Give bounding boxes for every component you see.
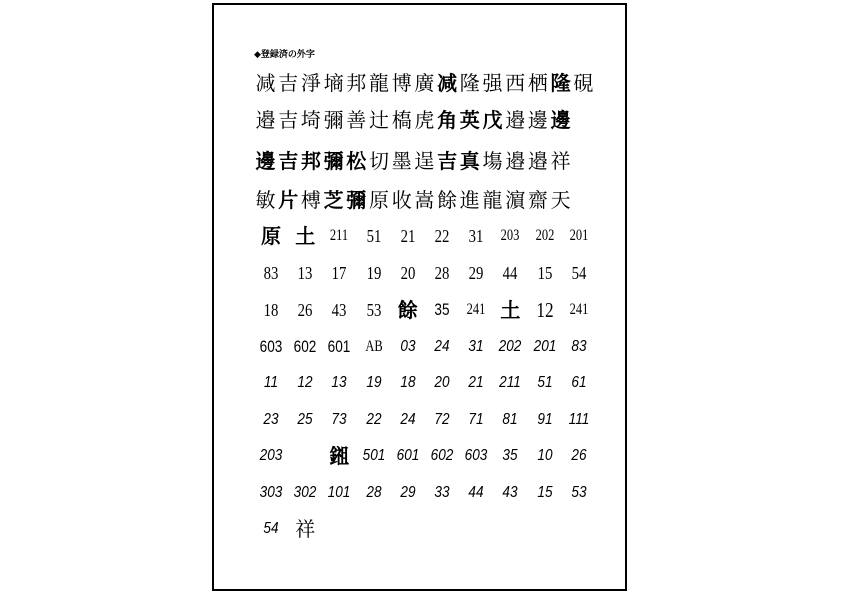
- glyph-cell: 83: [263, 263, 279, 283]
- glyph-row: [254, 69, 594, 97]
- glyph-cell: 彌: [323, 108, 344, 132]
- glyph-cell: 墒: [323, 71, 344, 95]
- glyph-cell: 栖: [527, 71, 548, 95]
- glyph-cell: 29: [400, 484, 416, 501]
- glyph-cell: 211: [330, 227, 349, 244]
- sheet-heading: ◆登録済の外字: [254, 50, 315, 60]
- glyph-cell: 23: [263, 411, 279, 428]
- glyph-cell: 埼: [300, 108, 321, 132]
- glyph-cell: 602: [430, 447, 454, 464]
- glyph-cell: 24: [434, 338, 450, 355]
- glyph-cell: 91: [537, 411, 553, 428]
- glyph-cell: 601: [328, 337, 351, 356]
- glyph-cell: 18: [263, 300, 279, 320]
- glyph-cell: 602: [293, 337, 317, 356]
- glyph-cell: 墨: [391, 149, 412, 173]
- glyph-cell: 龍: [482, 188, 503, 212]
- glyph-cell: 29: [468, 263, 484, 283]
- glyph-cell: 硯: [573, 71, 594, 95]
- glyph-cell: 11: [263, 374, 279, 391]
- glyph-cell: 35: [502, 447, 518, 464]
- glyph-cell: 53: [366, 300, 381, 320]
- glyph-cell: 15: [537, 484, 553, 501]
- glyph-cell: 濵: [505, 188, 526, 212]
- glyph-cell: 土: [500, 298, 521, 322]
- glyph-cell: 隆: [459, 71, 480, 95]
- glyph-cell: 進: [459, 188, 480, 212]
- glyph-cell: 211: [499, 374, 522, 391]
- glyph-cell: 51: [537, 374, 553, 391]
- glyph-row: [254, 106, 594, 134]
- glyph-cell: 邊: [255, 149, 276, 173]
- glyph-cell: 12: [535, 298, 554, 322]
- glyph-cell: 20: [434, 374, 450, 391]
- glyph-cell: 芝: [323, 188, 344, 212]
- glyph-cell: 吉: [278, 149, 299, 173]
- glyph-cell: 减: [255, 71, 276, 95]
- glyph-cell: 淨: [300, 71, 321, 95]
- glyph-cell: 44: [503, 263, 518, 283]
- glyph-cell: 24: [400, 411, 416, 428]
- glyph-cell: 26: [297, 300, 313, 320]
- glyph-cell: 廣: [414, 71, 435, 95]
- glyph-cell: 敏: [255, 188, 276, 212]
- glyph-row: [254, 259, 594, 287]
- glyph-cell: 44: [468, 484, 484, 501]
- glyph-cell: 26: [571, 447, 587, 464]
- glyph-cell: 241: [466, 301, 486, 318]
- glyph-row: [254, 296, 594, 324]
- glyph-cell: 塲: [482, 149, 503, 173]
- glyph-cell: 祥: [295, 517, 316, 541]
- glyph-cell: 12: [297, 374, 313, 391]
- glyph-cell: 吉: [437, 149, 458, 173]
- glyph-cell: 逞: [414, 149, 435, 173]
- glyph-cell: 隆: [550, 71, 571, 95]
- glyph-cell: 51: [366, 226, 381, 246]
- glyph-cell: 邉: [527, 149, 548, 173]
- glyph-cell: 15: [537, 263, 552, 283]
- glyph-row: [254, 147, 594, 175]
- glyph-cell: 邉: [505, 149, 526, 173]
- glyph-cell: AB: [364, 338, 383, 355]
- glyph-cell: 片: [278, 188, 299, 212]
- glyph-cell: 61: [571, 374, 587, 391]
- glyph-cell: 松: [346, 149, 367, 173]
- glyph-cell: 28: [434, 263, 450, 283]
- glyph-cell: 21: [400, 226, 416, 246]
- glyph-cell: 22: [366, 411, 382, 428]
- glyph-cell: 72: [434, 411, 450, 428]
- glyph-cell: 17: [332, 263, 347, 283]
- glyph-cell: 10: [537, 447, 553, 464]
- glyph-cell: 榑: [300, 188, 321, 212]
- glyph-cell: 54: [571, 263, 587, 283]
- glyph-cell: 餘: [437, 188, 458, 212]
- glyph-cell: 83: [571, 338, 587, 355]
- glyph-cell: 西: [505, 71, 526, 95]
- glyph-cell: 603: [464, 447, 488, 464]
- glyph-cell: 邦: [346, 71, 367, 95]
- glyph-cell: 邉: [505, 108, 526, 132]
- glyph-sheet: [212, 3, 627, 591]
- glyph-row: [254, 186, 594, 214]
- glyph-cell: 43: [502, 484, 518, 501]
- glyph-cell: 241: [569, 301, 589, 318]
- glyph-cell: 25: [297, 411, 313, 428]
- glyph-cell: 101: [328, 484, 351, 501]
- glyph-cell: 202: [535, 227, 554, 244]
- glyph-cell: 角: [437, 108, 458, 132]
- glyph-cell: 302: [293, 484, 317, 501]
- glyph-cell: 603: [259, 337, 283, 356]
- glyph-cell: 31: [468, 226, 484, 246]
- glyph-cell: 54: [263, 520, 279, 537]
- glyph-cell: 善: [346, 108, 367, 132]
- glyph-cell: 33: [434, 484, 450, 501]
- glyph-cell: 202: [499, 338, 522, 355]
- glyph-cell: 英: [459, 108, 480, 132]
- glyph-cell: 71: [468, 411, 484, 428]
- glyph-cell: 501: [362, 447, 385, 464]
- glyph-cell: 111: [568, 411, 590, 428]
- glyph-cell: 03: [400, 338, 416, 355]
- glyph-cell: 601: [396, 447, 420, 464]
- glyph-cell: 戊: [482, 108, 503, 132]
- glyph-cell: 减: [437, 71, 458, 95]
- glyph-cell: 203: [501, 227, 520, 244]
- glyph-cell: 19: [366, 263, 381, 283]
- glyph-cell: 餘: [397, 298, 418, 322]
- glyph-row: [254, 222, 594, 250]
- glyph-cell: 真: [459, 149, 480, 173]
- glyph-cell: 彌: [346, 188, 367, 212]
- glyph-cell: 邦: [300, 149, 321, 173]
- glyph-cell: 31: [468, 338, 484, 355]
- glyph-cell: 祥: [550, 149, 571, 173]
- glyph-cell: 吉: [278, 108, 299, 132]
- glyph-cell: 35: [434, 300, 450, 319]
- glyph-row: [254, 442, 594, 470]
- glyph-cell: 土: [295, 224, 316, 248]
- glyph-cell: 齋: [527, 188, 548, 212]
- glyph-cell: 53: [571, 484, 587, 501]
- glyph-cell: 龍: [369, 71, 389, 95]
- glyph-cell: 201: [533, 338, 556, 355]
- glyph-cell: 鎺: [329, 444, 350, 468]
- glyph-cell: 203: [259, 447, 283, 464]
- glyph-cell: 辻: [369, 108, 389, 132]
- glyph-row: [254, 515, 594, 543]
- glyph-cell: 81: [502, 411, 518, 428]
- glyph-cell: 收: [391, 188, 412, 212]
- glyph-cell: 13: [331, 374, 347, 391]
- glyph-row: [254, 406, 594, 434]
- glyph-row: [254, 333, 594, 361]
- glyph-cell: 原: [261, 224, 281, 248]
- glyph-cell: 强: [482, 71, 503, 95]
- glyph-cell: [291, 442, 319, 470]
- glyph-cell: 21: [468, 374, 484, 391]
- glyph-cell: 博: [391, 71, 412, 95]
- glyph-cell: 邉: [255, 108, 276, 132]
- glyph-cell: 28: [366, 484, 382, 501]
- glyph-cell: 原: [369, 188, 389, 212]
- glyph-cell: 邊: [550, 108, 571, 132]
- glyph-cell: 303: [259, 484, 283, 501]
- glyph-cell: 切: [369, 149, 389, 173]
- glyph-cell: 彌: [323, 149, 344, 173]
- glyph-cell: 73: [331, 411, 347, 428]
- glyph-cell: 22: [434, 226, 450, 246]
- glyph-cell: 虎: [414, 108, 435, 132]
- glyph-cell: 201: [569, 227, 589, 244]
- glyph-cell: 20: [400, 263, 416, 283]
- glyph-cell: 嵩: [414, 188, 435, 212]
- glyph-cell: 槗: [391, 108, 412, 132]
- glyph-row: [254, 479, 594, 507]
- glyph-cell: 邊: [527, 108, 548, 132]
- glyph-cell: 13: [297, 263, 313, 283]
- glyph-cell: 19: [366, 374, 382, 391]
- glyph-row: [254, 369, 594, 397]
- glyph-cell: 天: [550, 188, 571, 212]
- glyph-cell: 吉: [278, 71, 299, 95]
- glyph-cell: 18: [400, 374, 416, 391]
- glyph-cell: 43: [332, 300, 347, 320]
